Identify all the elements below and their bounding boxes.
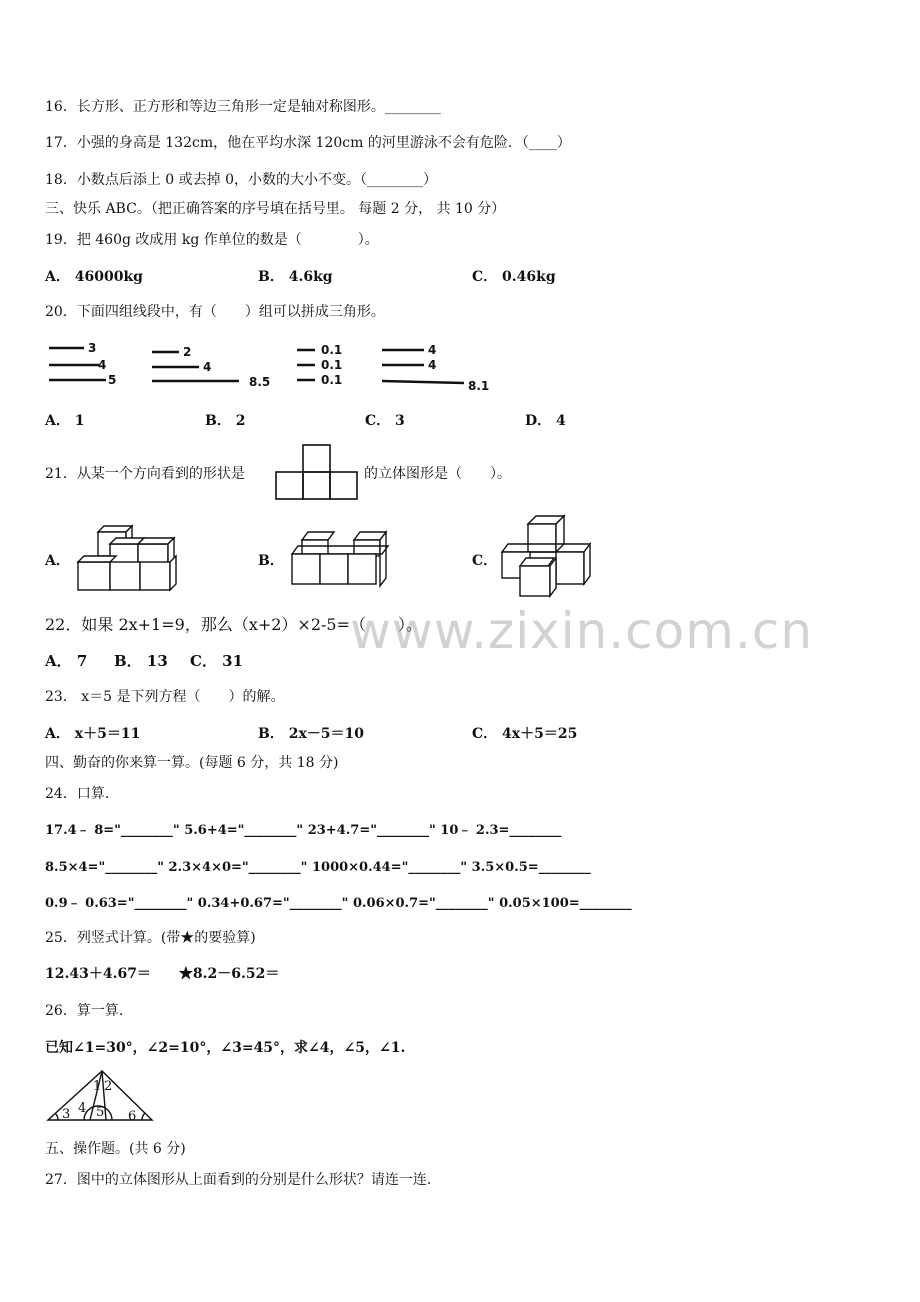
question-23: 23． x＝5 是下列方程（ ）的解。 bbox=[45, 689, 285, 705]
seg-label-0-1b: 0.1 bbox=[321, 358, 343, 372]
q20-option-c: C． 3 bbox=[365, 413, 405, 429]
section-5-heading: 五、操作题。(共 6 分) bbox=[45, 1141, 186, 1157]
question-17: 17．小强的身高是 132cm，他在平均水深 120cm 的河里游泳不会有危险．（____） bbox=[45, 135, 571, 151]
q26-given: 已知∠1=30°，∠2=10°，∠3=45°，求∠4，∠5，∠1. bbox=[45, 1040, 406, 1056]
q21-option-c-cubes bbox=[500, 514, 596, 598]
q20-segments-figure bbox=[44, 338, 504, 398]
q22-option-c: C． 31 bbox=[190, 652, 244, 670]
q19-option-a: A． 46000kg bbox=[45, 269, 143, 285]
q19-option-b: B． 4.6kg bbox=[258, 269, 333, 285]
angle-label-1: 1 bbox=[93, 1079, 102, 1094]
q21-option-b-cubes bbox=[288, 528, 394, 588]
seg-label-4c: 4 bbox=[428, 343, 437, 357]
q19-option-c: C． 0.46kg bbox=[472, 269, 556, 285]
q25-expressions: 12.43＋4.67＝ ★8.2－6.52＝ bbox=[45, 966, 280, 982]
q24-row-3: 0.9﹣ 0.63="________" 0.34+0.67="________" 0.06×0.7="________" 0.05×100=________ bbox=[45, 896, 632, 911]
seg-label-8-1: 8.1 bbox=[468, 379, 490, 393]
q20-option-d: D． 4 bbox=[525, 413, 566, 429]
question-25: 25．列竖式计算。(带★的要验算) bbox=[45, 930, 256, 946]
question-21-after: 的立体图形是（ ）。 bbox=[364, 466, 511, 482]
q26-triangle-figure bbox=[46, 1068, 156, 1124]
question-19: 19．把 460g 改成用 kg 作单位的数是（ ）。 bbox=[45, 232, 379, 248]
seg-label-4b: 4 bbox=[203, 360, 212, 374]
q22-option-b: B． 13 bbox=[114, 652, 168, 670]
seg-label-4d: 4 bbox=[428, 358, 437, 372]
seg-label-5: 5 bbox=[108, 373, 117, 387]
q23-option-c: C． 4x＋5＝25 bbox=[472, 726, 578, 742]
seg-label-0-1a: 0.1 bbox=[321, 343, 343, 357]
question-20: 20．下面四组线段中，有（ ）组可以拼成三角形。 bbox=[45, 304, 385, 320]
q21-option-a-cubes bbox=[74, 522, 186, 592]
question-18: 18．小数点后添上 0 或去掉 0，小数的大小不变。（________） bbox=[45, 172, 437, 188]
section-4-heading: 四、勤奋的你来算一算。(每题 6 分，共 18 分) bbox=[45, 755, 339, 771]
q24-row-1: 17.4﹣ 8="________" 5.6+4="________" 23+4.7="________" 10﹣ 2.3=________ bbox=[45, 823, 562, 838]
watermark: www.zixin.com.cn bbox=[350, 602, 814, 660]
section-3-heading: 三、快乐 ABC。（把正确答案的序号填在括号里。 每题 2 分， 共 10 分） bbox=[45, 201, 506, 217]
q21-view-shape bbox=[273, 443, 361, 501]
q21-option-b-label: B． bbox=[258, 553, 284, 569]
angle-label-4: 4 bbox=[78, 1101, 87, 1116]
seg-label-4: 4 bbox=[98, 358, 107, 372]
q23-option-a: A． x＋5＝11 bbox=[45, 726, 141, 742]
seg-label-0-1c: 0.1 bbox=[321, 373, 343, 387]
angle-label-6: 6 bbox=[128, 1109, 137, 1124]
q20-option-a: A． 1 bbox=[45, 413, 85, 429]
q21-option-c-label: C． bbox=[472, 553, 498, 569]
seg-label-8-5: 8.5 bbox=[249, 375, 271, 389]
q20-option-b: B． 2 bbox=[205, 413, 246, 429]
angle-label-2: 2 bbox=[104, 1079, 113, 1094]
q22-option-a: A． 7 bbox=[45, 652, 88, 670]
angle-label-3: 3 bbox=[62, 1107, 71, 1122]
q23-option-b: B． 2x－5＝10 bbox=[258, 726, 365, 742]
q21-option-a-label: A． bbox=[45, 553, 70, 569]
question-22: 22．如果 2x+1=9，那么（x+2）×2-5=（ ）。 bbox=[45, 615, 423, 634]
seg-label-2: 2 bbox=[183, 345, 192, 359]
question-16: 16．长方形、正方形和等边三角形一定是轴对称图形。________ bbox=[45, 99, 441, 115]
question-26: 26．算一算. bbox=[45, 1003, 124, 1019]
seg-label-3: 3 bbox=[88, 341, 97, 355]
question-24: 24．口算. bbox=[45, 786, 110, 802]
q24-row-2: 8.5×4="________" 2.3×4×0="________" 1000×0.44="________" 3.5×0.5=________ bbox=[45, 860, 591, 875]
question-21-before: 21．从某一个方向看到的形状是 bbox=[45, 466, 245, 482]
angle-label-5: 5 bbox=[96, 1105, 105, 1120]
question-27: 27．图中的立体图形从上面看到的分别是什么形状？请连一连. bbox=[45, 1172, 432, 1188]
